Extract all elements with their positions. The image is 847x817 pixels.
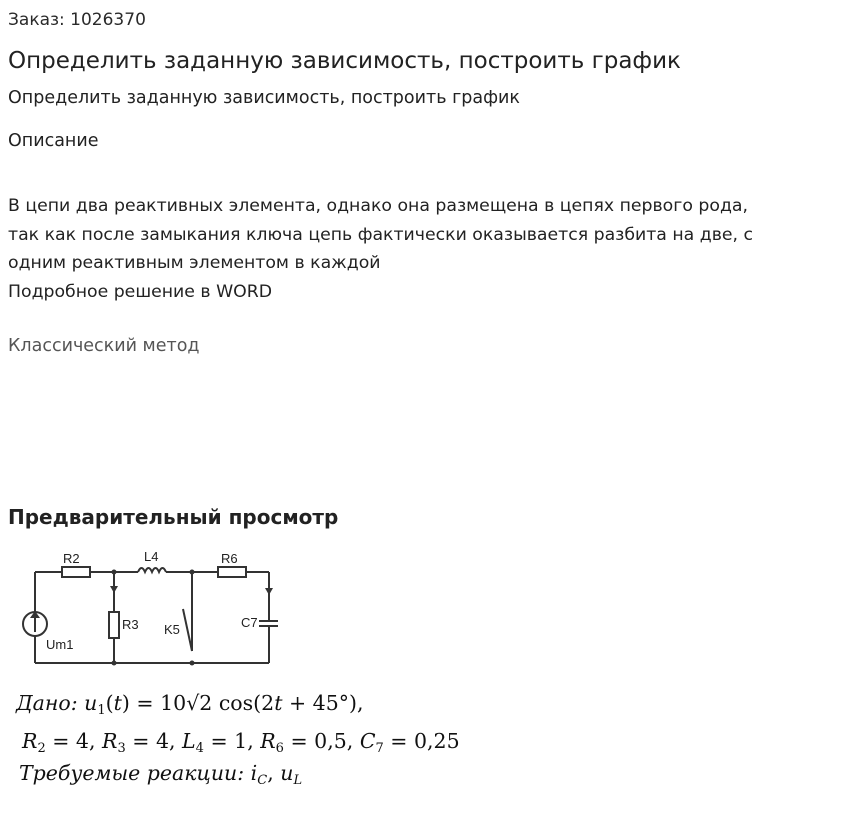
label-k5: K5 (164, 622, 180, 637)
label-l4: L4 (144, 549, 159, 564)
junction (112, 661, 117, 666)
current-arrow (265, 588, 273, 595)
description-line: одним реактивным элементом в каждой (8, 253, 381, 273)
junction (190, 570, 195, 575)
order-number: Заказ: 1026370 (8, 10, 146, 30)
label-r2: R2 (63, 551, 80, 566)
label-c7: C7 (241, 615, 258, 630)
preview-heading: Предварительный просмотр (8, 505, 339, 529)
inductor-l4 (138, 568, 166, 572)
label-um1: Um1 (46, 637, 74, 652)
circuit-diagram (18, 546, 278, 670)
resistor-r2 (62, 567, 90, 577)
current-arrow (110, 586, 118, 593)
label-r3: R3 (122, 617, 139, 632)
resistor-r6 (218, 567, 246, 577)
method-label: Классический метод (8, 336, 200, 356)
required-reactions: Требуемые реакции: $i_C$, $u_L$ (19, 761, 303, 788)
description-text (8, 192, 843, 306)
junction (112, 570, 117, 575)
given-equation: Дано: $u_1(t) = 10√2$ cos(2t + 45°), (16, 691, 364, 718)
param: $R_2 = 4$, (22, 729, 103, 756)
description-heading: Описание (8, 131, 99, 151)
page-title: Определить заданную зависимость, построить график (8, 48, 681, 74)
description-line: Подробное решение в WORD (8, 281, 273, 302)
given-parameters (22, 729, 460, 756)
page-subtitle: Определить заданную зависимость, построить график (8, 88, 521, 108)
switch-blade (183, 609, 192, 651)
param: $C_7 = 0,25$ (359, 729, 460, 756)
label-r6: R6 (221, 551, 238, 566)
description-line: В цепи два реактивных элемента, однако она размещена в цепях первого рода, (8, 196, 748, 216)
param: $R_3 = 4$, (102, 729, 183, 756)
param: $R_6 = 0,5$, (260, 729, 360, 756)
resistor-r3 (109, 612, 119, 638)
description-line: так как после замыкания ключа цепь фактически оказывается разбита на две, с (8, 224, 754, 245)
junction (190, 661, 195, 666)
param: $L_4 = 1$, (182, 729, 261, 756)
